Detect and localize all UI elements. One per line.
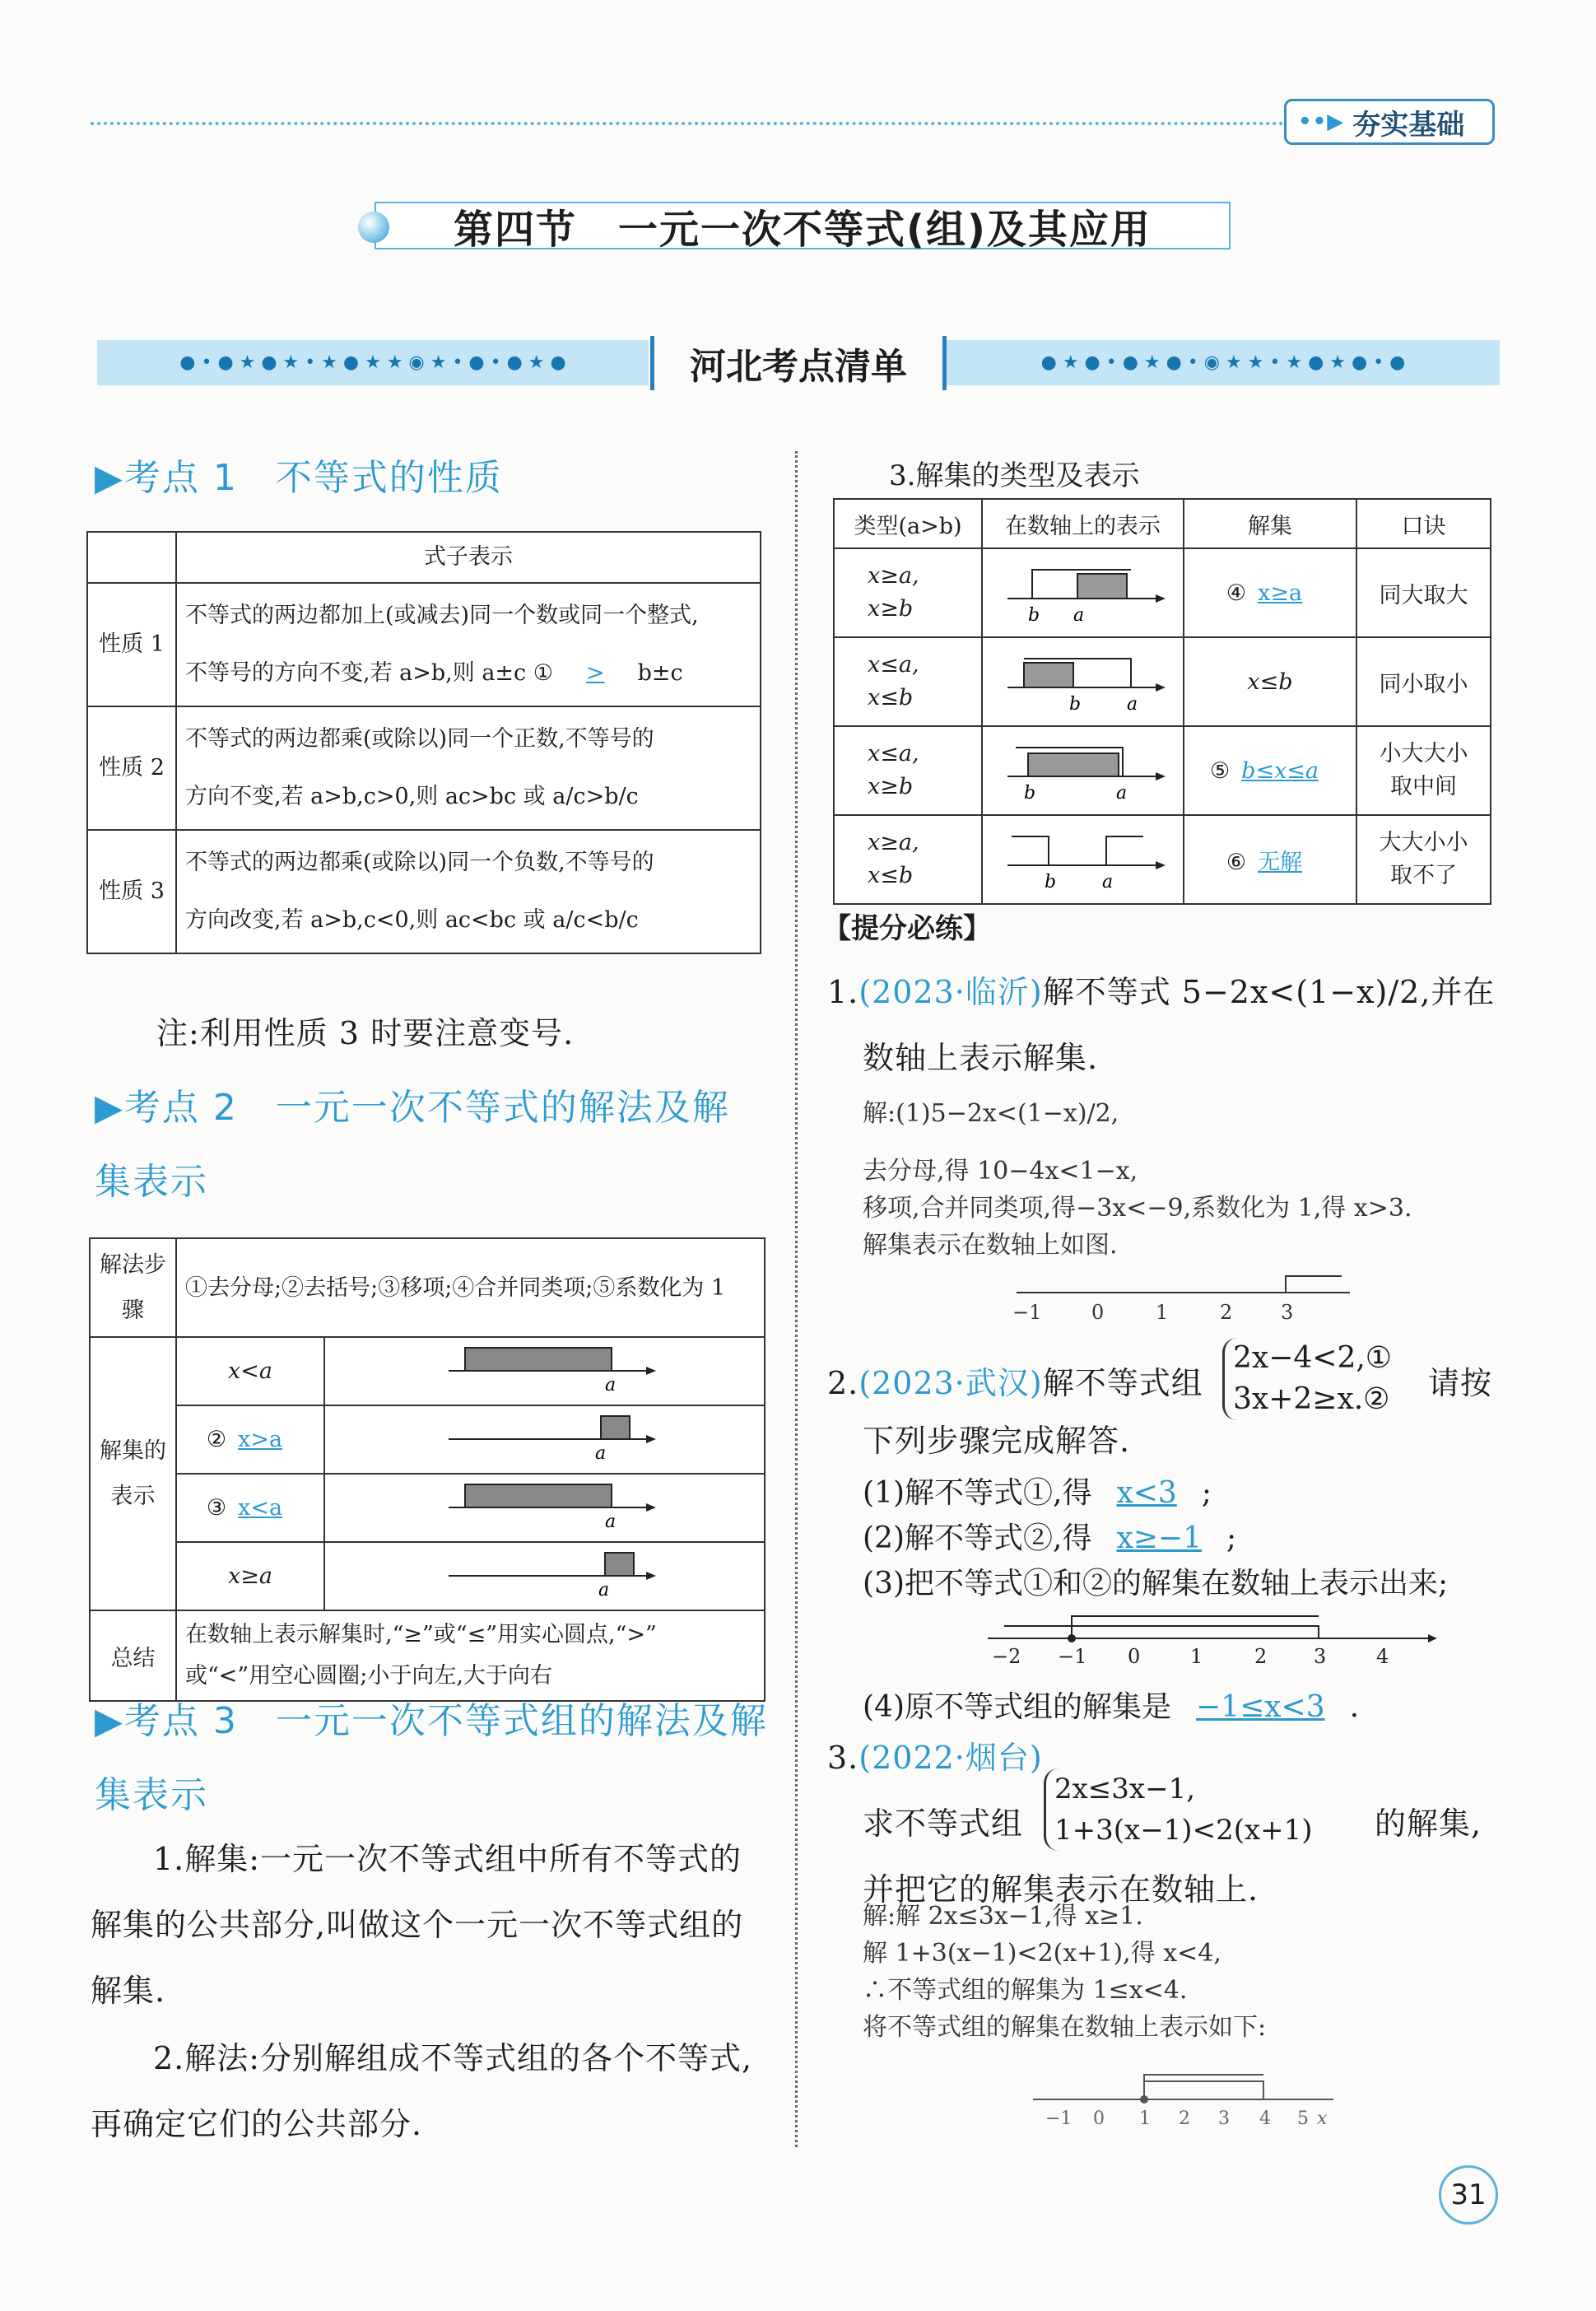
solution-cell: ⑤ b≤x≤a	[1184, 726, 1356, 815]
q2-step-1: (1)解不等式①,得 x<3 ;	[863, 1476, 1212, 1510]
prop-line: 方向改变,若 a>b,c<0,则 ac<bc 或 a/c<b/c	[185, 907, 639, 933]
types-table	[833, 498, 1491, 905]
col-header: 口诀	[1356, 499, 1491, 548]
svg-text:a: a	[1102, 871, 1114, 892]
q3-solution-4: 将不等式组的解集在数轴上表示如下:	[863, 2013, 1267, 2042]
column-divider	[795, 451, 798, 2147]
prop-line: 方向不变,若 a>b,c>0,则 ac>bc 或 a/c>b/c	[185, 784, 639, 809]
prop-name: 性质 2	[87, 706, 176, 830]
q2-step-4: (4)原不等式组的解集是 −1≤x<3 .	[863, 1690, 1360, 1724]
numline-graphic	[333, 1546, 745, 1600]
type-cell: ② x>a	[176, 1405, 324, 1474]
svg-text:b: b	[1028, 604, 1040, 626]
rule-cell: 小大大小 取中间	[1356, 726, 1491, 815]
q1-line-2: 数轴上表示解集.	[863, 1040, 1099, 1076]
step-text: ①去分母;②去括号;③移项;④合并同类项;⑤系数化为 1	[176, 1238, 765, 1337]
properties-table	[86, 531, 761, 954]
svg-text:−1: −1	[1045, 2108, 1073, 2129]
col-header: 类型(a>b)	[834, 499, 982, 548]
kd3-paragraph-1: 1.解集:一元一次不等式组中所有不等式的解集的公共部分,叫做这个一元一次不等式组的解集.	[91, 1841, 744, 2009]
kd3-paragraph-2: 2.解法:分别解组成不等式组的各个不等式,再确定它们的公共部分.	[91, 2040, 753, 2142]
svg-text:4: 4	[1376, 1645, 1389, 1667]
svg-text:b: b	[1045, 871, 1057, 892]
q1-solution-4: 解集表示在数轴上如图.	[863, 1231, 1118, 1260]
practice-heading: 【提分必练】	[823, 912, 991, 945]
step-label: 解法步骤	[90, 1238, 176, 1337]
prop-line: 不等式的两边都加上(或减去)同一个数或同一个整式,	[185, 603, 699, 628]
q3-tail: 的解集,	[1375, 1805, 1482, 1842]
sum-line: 或“<”用空心圆圈;小于向左,大于向右	[185, 1663, 552, 1689]
type-cell: x≥a	[176, 1542, 324, 1610]
a-label: a	[598, 1580, 610, 1600]
numline-cell	[982, 548, 1184, 637]
sum-label: 总结	[90, 1610, 176, 1701]
numline-cell	[982, 815, 1184, 904]
q2-numline	[979, 1601, 1440, 1667]
svg-text:1: 1	[1139, 2108, 1151, 2129]
numline-cell	[982, 726, 1184, 815]
solution-table	[89, 1237, 765, 1702]
type-cell: x≥a, x≥b	[834, 548, 982, 637]
col-header: 在数轴上的表示	[982, 499, 1184, 548]
kd2-heading-2: 集表示	[95, 1161, 208, 1203]
type-cell: x≥a, x≤b	[834, 815, 982, 904]
q1-solution-2: 去分母,得 10−4x<1−x,	[863, 1157, 1138, 1186]
numline-cell	[324, 1474, 765, 1542]
type-cell: x≤a, x≤b	[834, 637, 982, 726]
set-label: 解集的表示	[90, 1337, 176, 1610]
q1-numline	[1012, 1268, 1358, 1330]
rule-cell: 同大取大	[1356, 548, 1491, 637]
page-number: 31	[1439, 2165, 1498, 2225]
q2-step-3: (3)把不等式①和②的解集在数轴上表示出来;	[863, 1567, 1449, 1600]
svg-text:2: 2	[1220, 1301, 1233, 1324]
svg-text:0: 0	[1091, 1301, 1105, 1324]
svg-text:x: x	[1317, 2108, 1328, 2129]
svg-text:3: 3	[1281, 1301, 1294, 1324]
q3-solution-3: ∴不等式组的解集为 1≤x<4.	[863, 1976, 1188, 2005]
svg-text:a: a	[1127, 693, 1138, 715]
answer-blank: >	[585, 660, 605, 686]
numline-graphic	[333, 1478, 745, 1532]
solution-cell: x≤b	[1184, 637, 1356, 726]
svg-text:2: 2	[1179, 2108, 1190, 2129]
numline-cell	[982, 637, 1184, 726]
a-label: a	[595, 1443, 607, 1464]
numline-graphic	[333, 1409, 745, 1464]
q3-line-3: 并把它的解集表示在数轴上.	[863, 1871, 1259, 1908]
section-tag: ••▶ 夯实基础	[1284, 99, 1495, 145]
decor-band-right: ● ★ ● • ● ★ ● • ◉ ★ ★ • ★ ● ★ ● • ●	[947, 340, 1500, 385]
svg-text:b: b	[1069, 693, 1082, 715]
numline-cell	[324, 1405, 765, 1474]
q3-system: 2x≤3x−1, 1+3(x−1)<2(x+1)	[1044, 1768, 1313, 1851]
type-cell: x<a	[176, 1337, 324, 1405]
numline-graphic	[991, 820, 1172, 894]
kd1-heading: ▶考点 1 不等式的性质	[95, 457, 503, 499]
arrow-icon: ••▶	[1298, 109, 1345, 134]
a-label: a	[605, 1512, 617, 1532]
svg-text:−1: −1	[1058, 1645, 1087, 1667]
svg-text:3: 3	[1218, 2108, 1230, 2129]
svg-text:1: 1	[1156, 1301, 1169, 1324]
q3-solution-1: 解:解 2x≤3x−1,得 x≥1.	[863, 1902, 1143, 1931]
q3-solution-2: 解 1+3(x−1)<2(x+1),得 x<4,	[863, 1939, 1221, 1968]
q2-tail: 请按	[1428, 1365, 1493, 1401]
svg-text:0: 0	[1128, 1645, 1141, 1667]
svg-text:2: 2	[1254, 1645, 1268, 1667]
svg-text:4: 4	[1259, 2108, 1271, 2129]
prop-line: 不等式的两边都乘(或除以)同一个正数,不等号的	[185, 726, 654, 752]
solution-cell: ④ x≥a	[1184, 548, 1356, 637]
chapter-title: 第四节 一元一次不等式(组)及其应用	[375, 202, 1231, 249]
q2-line-1: 2.(2023·武汉)解不等式组	[827, 1365, 1203, 1401]
ball-icon	[358, 212, 389, 243]
a-label: a	[605, 1375, 617, 1395]
prop-name: 性质 3	[87, 830, 176, 953]
q3-line-1: 3.(2022·烟台)	[827, 1740, 1043, 1776]
rule-cell: 大大小小 取不了	[1356, 815, 1491, 904]
decor-band-left: ● • ● ★ ● ★ • ★ ● ★ ★ ◉ ★ • ● • ● ★ ●	[97, 340, 649, 385]
header-dotted-line	[91, 122, 1284, 125]
q2-line-2: 下列步骤完成解答.	[863, 1423, 1131, 1459]
kd3-heading-1: ▶考点 3 一元一次不等式组的解法及解	[95, 1700, 768, 1742]
types-heading: 3.解集的类型及表示	[889, 459, 1140, 492]
sum-line: 在数轴上表示解集时,“≥”或“≤”用实心圆点,“>”	[185, 1622, 657, 1647]
svg-text:−1: −1	[1012, 1301, 1042, 1324]
kd3-heading-2: 集表示	[95, 1774, 208, 1816]
svg-text:b: b	[1024, 782, 1036, 804]
col-header: 式子表示	[176, 532, 761, 583]
q3-line-2: 求不等式组	[863, 1805, 1024, 1842]
svg-text:−2: −2	[992, 1645, 1021, 1667]
svg-text:0: 0	[1093, 2108, 1105, 2129]
prop-name: 性质 1	[87, 583, 176, 706]
q1-line-1: 1.(2023·临沂)解不等式 5−2x<(1−x)/2,并在	[827, 974, 1496, 1010]
svg-text:a: a	[1116, 782, 1128, 804]
numline-cell	[324, 1337, 765, 1405]
col-header: 解集	[1184, 499, 1356, 548]
numline-graphic	[991, 731, 1172, 805]
svg-text:1: 1	[1190, 1645, 1203, 1667]
q3-numline	[1029, 2050, 1342, 2132]
type-cell: x≤a, x≥b	[834, 726, 982, 815]
kd2-heading-1: ▶考点 2 一元一次不等式的解法及解	[95, 1087, 730, 1129]
svg-text:5: 5	[1297, 2108, 1309, 2129]
section-heading: 河北考点清单	[650, 336, 947, 390]
numline-graphic	[333, 1341, 745, 1395]
numline-graphic	[991, 553, 1172, 627]
rule-cell: 同小取小	[1356, 637, 1491, 726]
solution-cell: ⑥ 无解	[1184, 815, 1356, 904]
numline-cell	[324, 1542, 765, 1610]
q2-step-2: (2)解不等式②,得 x≥−1 ;	[863, 1521, 1237, 1555]
type-cell: ③ x<a	[176, 1474, 324, 1542]
prop-line: 不等号的方向不变,若 a>b,则 a±c ① > b±c	[185, 660, 683, 686]
q2-system: 2x−4<2,① 3x+2≥x.②	[1222, 1338, 1392, 1420]
svg-text:a: a	[1073, 604, 1085, 626]
kd1-note: 注:利用性质 3 时要注意变号.	[156, 1015, 575, 1051]
q1-solution-3: 移项,合并同类项,得−3x<−9,系数化为 1,得 x>3.	[863, 1194, 1412, 1223]
prop-line: 不等式的两边都乘(或除以)同一个负数,不等号的	[185, 850, 654, 875]
q1-solution-1: 解:(1)5−2x<(1−x)/2,	[863, 1099, 1119, 1128]
svg-text:3: 3	[1314, 1645, 1327, 1667]
numline-graphic	[991, 642, 1172, 716]
